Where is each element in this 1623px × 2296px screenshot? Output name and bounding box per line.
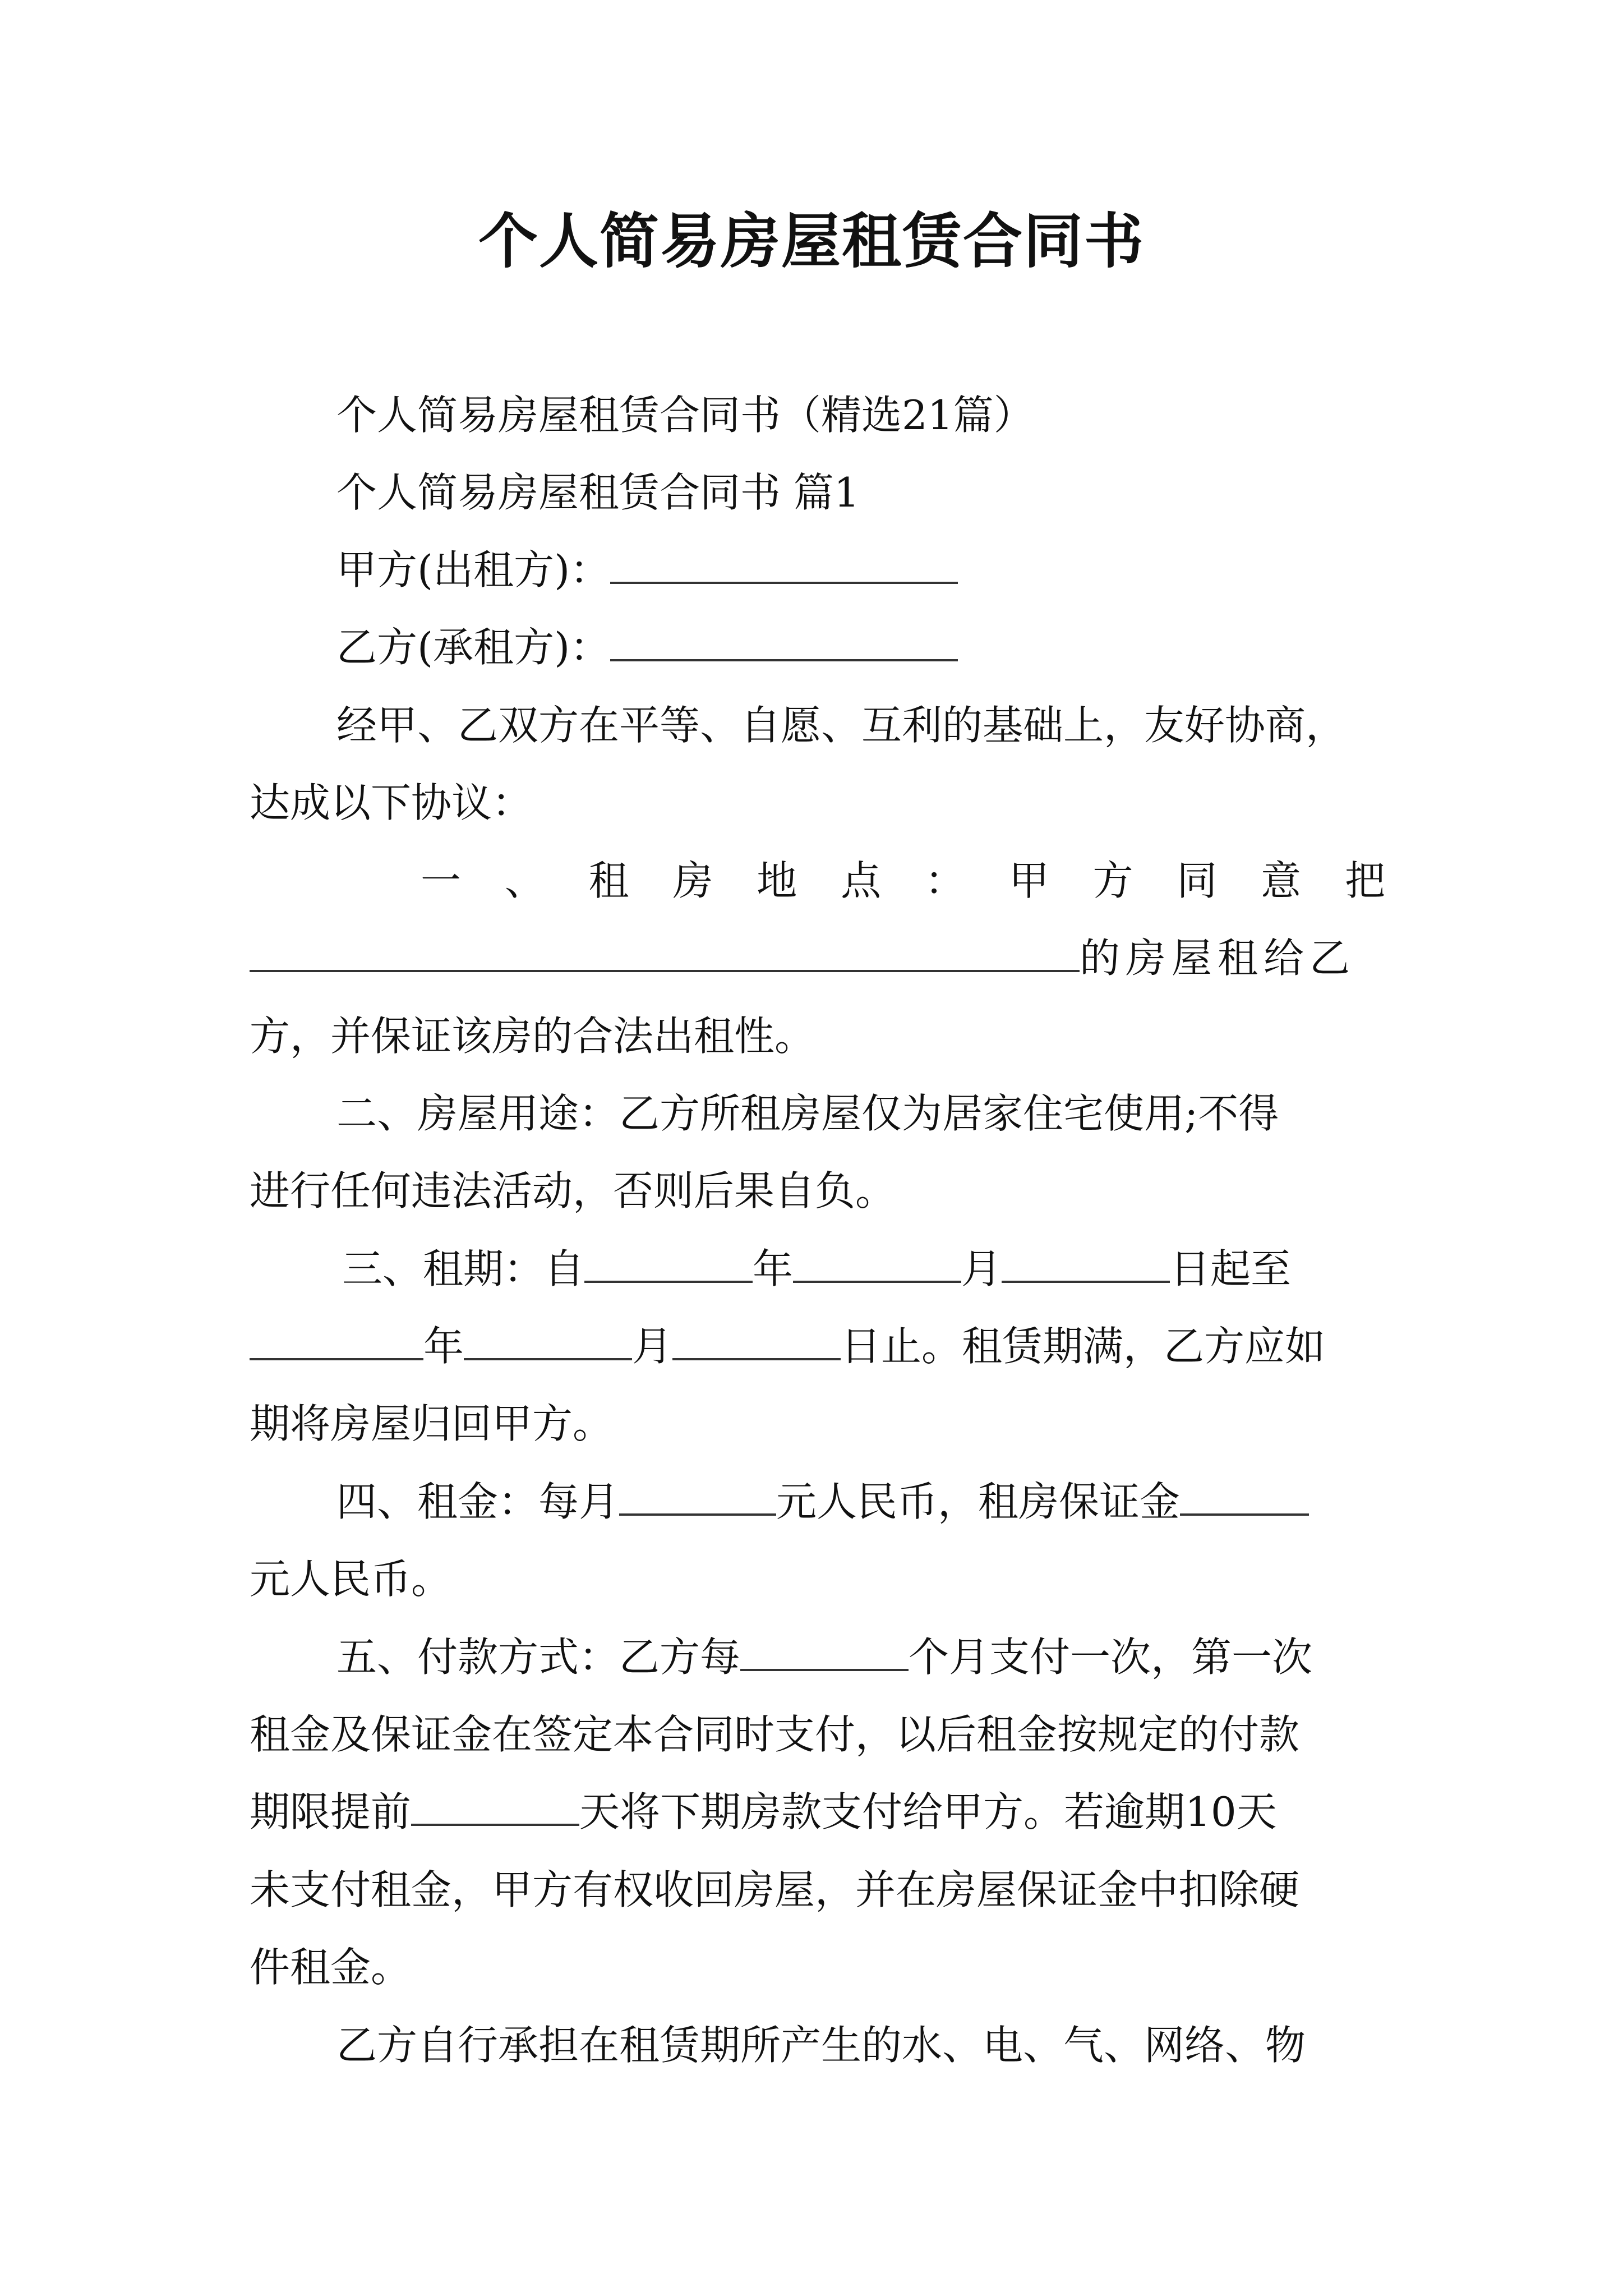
clause-3-line-2 [250, 1318, 1385, 1374]
party-b-blank [610, 622, 958, 661]
intro-line-1: 经甲、乙双方在平等、自愿、互利的基础上，友好协商， [336, 702, 1347, 749]
section-heading: 个人简易房屋租赁合同书 篇1 [336, 469, 860, 516]
clause-1-char: 点 [841, 857, 882, 904]
clause-1-line-2-tail: 的房屋租给乙 [1080, 935, 1356, 982]
clause-5-line-1 [336, 1629, 1385, 1685]
clause-1-line-1 [421, 853, 1385, 909]
start-year-blank [584, 1244, 753, 1283]
address-blank [250, 933, 1080, 972]
clause-5-tail: 个月支付一次，第一次 [909, 1634, 1313, 1681]
clause-1-char: 、 [504, 857, 545, 904]
clause-3-prefix: 三、租期：自 [342, 1245, 585, 1292]
clause-1-char: 意 [1261, 857, 1302, 904]
clause-5-line-3-tail: 天将下期房款支付给甲方。若逾期10天 [579, 1788, 1277, 1835]
end-day-blank [672, 1321, 841, 1360]
deposit-blank [1180, 1476, 1309, 1516]
clause-5-prefix: 五、付款方式：乙方每 [336, 1634, 741, 1681]
advance-days-blank [411, 1787, 579, 1826]
clause-3-line-1 [342, 1241, 1391, 1297]
start-month-blank [793, 1244, 961, 1283]
clause-5-line-4: 未支付租金，甲方有权收回房屋，并在房屋保证金中扣除硬 [250, 1866, 1300, 1913]
clause-3-line-2-tail: 日止。租赁期满，乙方应如 [841, 1323, 1326, 1370]
month-label: 月 [961, 1245, 1002, 1292]
start-day-blank [1002, 1244, 1170, 1283]
end-month-blank [464, 1321, 632, 1360]
party-b-line [336, 619, 1385, 675]
clause-1-char: 租 [588, 857, 629, 904]
payment-interval-blank [740, 1632, 909, 1671]
clause-4-prefix: 四、租金：每月 [336, 1478, 620, 1525]
clause-4-line-2: 元人民币。 [250, 1556, 452, 1603]
monthly-rent-blank [619, 1476, 776, 1516]
day-from-label: 日起至 [1170, 1245, 1292, 1292]
document-subtitle: 个人简易房屋租赁合同书（精选21篇） [336, 392, 1034, 439]
document-title: 个人简易房屋租赁合同书 [478, 206, 1145, 276]
clause-1-char: 把 [1344, 857, 1385, 904]
party-a-line [336, 542, 1385, 598]
clause-1-char: 方 [1092, 857, 1133, 904]
clause-3-line-3: 期将房屋归回甲方。 [250, 1400, 614, 1447]
clause-2-line-1: 二、房屋用途：乙方所租房屋仅为居家住宅使用;不得 [336, 1090, 1279, 1137]
clause-1-char: 一 [421, 857, 462, 904]
clause-4-line-1 [336, 1474, 1385, 1530]
party-a-blank [610, 545, 958, 584]
party-b-label: 乙方(承租方)： [336, 624, 611, 671]
year-label: 年 [753, 1245, 794, 1292]
clause-1-char: 同 [1177, 857, 1218, 904]
year-label: 年 [423, 1323, 464, 1370]
end-year-blank [250, 1321, 423, 1360]
clause-1-char: 房 [672, 857, 713, 904]
party-a-label: 甲方(出租方)： [336, 546, 611, 593]
clause-2-line-2: 进行任何违法活动，否则后果自负。 [250, 1167, 896, 1214]
clause-1-char: 甲 [1008, 857, 1049, 904]
clause-6-line-1: 乙方自行承担在租赁期所产生的水、电、气、网络、物 [336, 2022, 1306, 2069]
month-label: 月 [632, 1323, 673, 1370]
clause-5-line-5: 件租金。 [250, 1944, 412, 1991]
clause-5-line-2: 租金及保证金在签定本合同时支付，以后租金按规定的付款 [250, 1711, 1300, 1758]
clause-5-line-3-prefix: 期限提前 [250, 1788, 412, 1835]
clause-5-line-3 [250, 1784, 1385, 1840]
clause-1-line-2 [250, 930, 1385, 986]
clause-1-line-3: 方，并保证该房的合法出租性。 [250, 1013, 815, 1060]
intro-line-2: 达成以下协议： [250, 779, 533, 826]
clause-4-mid: 元人民币，租房保证金 [776, 1478, 1181, 1525]
clause-1-char: ： [924, 857, 965, 904]
clause-1-char: 地 [757, 857, 797, 904]
